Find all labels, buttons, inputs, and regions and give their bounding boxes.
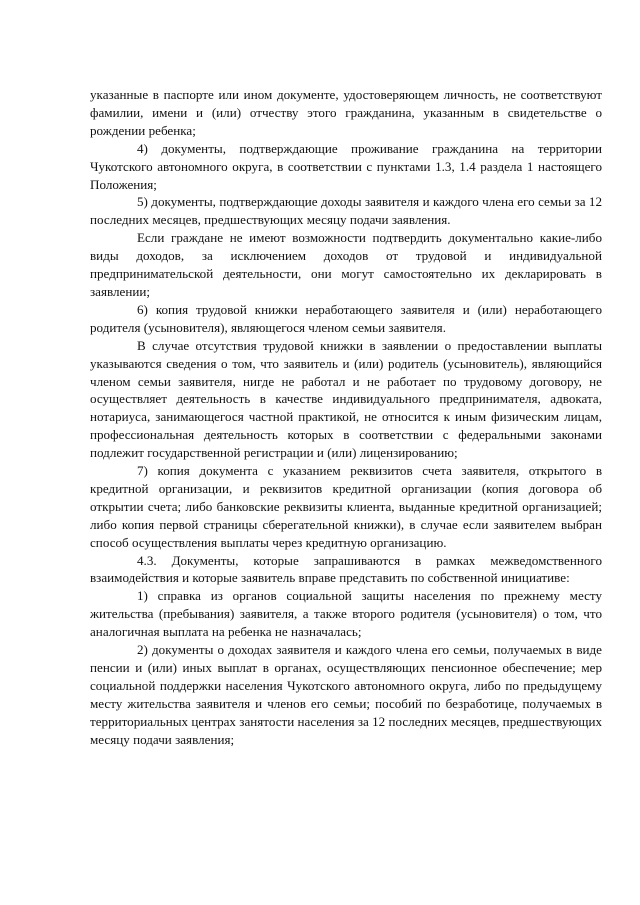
- paragraph-income-declaration: Если граждане не имеют возможности подтвердить документально какие-либо виды доходов, за исключением доходов от трудовой и индивидуальной предпринимательской деятельности, они могут самостоятельно их декларировать в заявлении;: [90, 230, 602, 299]
- paragraph-4-3-item-1: 1) справка из органов социальной защиты населения по прежнему месту жительства (пребывания) заявителя, а также второго родителя (усыновителя) о том, что аналогичная выплата на ребенка не назначалась;: [90, 588, 602, 640]
- paragraph-section-4-3: 4.3. Документы, которые запрашиваются в рамках межведомственного взаимодействия и которые заявитель вправе представить по собственной инициативе:: [90, 552, 602, 586]
- paragraph-no-workbook: В случае отсутствия трудовой книжки в заявлении о предоставлении выплаты указываются сведения о том, что заявитель и (или) родитель (усыновитель), являющийся членом семьи заявителя, нигде не работал и не работает по трудовому договору, не осуществляет деятельность в качестве индивидуального предпринимателя, адвоката, нотариуса, занимающегося частной практикой, не относится к иным физическим лицам, профессиональная деятельность которых в соответствии с федеральными законами подлежит государственной регистрации и (или) лицензированию;: [90, 337, 602, 461]
- paragraph-item-7: 7) копия документа с указанием реквизитов счета заявителя, открытого в кредитной организации, и реквизитов кредитной организации (копия договора об открытии счета; либо банковские реквизиты клиента, выданные кредитной организацией; либо копия первой страницы сберегательной книжки), в случае если заявителем выбран способ осуществления выплаты через кредитную организацию.: [90, 463, 602, 550]
- paragraph-item-5: 5) документы, подтверждающие доходы заявителя и каждого члена его семьи за 12 последних месяцев, предшествующих месяцу подачи заявления.: [90, 194, 602, 228]
- paragraph-passport-note: указанные в паспорте или ином документе, удостоверяющем личность, не соответствуют фамилии, имени и (или) отчеству этого гражданина, указанным в свидетельстве о рождении ребенка;: [90, 87, 602, 138]
- paragraph-4-3-item-2: 2) документы о доходах заявителя и каждого члена его семьи, получаемых в виде пенсии и (или) иных выплат в органах, осуществляющих пенсионное обеспечение; мер социальной поддержки населения Чукотского автономного округа, либо по предыдущему месту жительства заявителя и членов его семьи; пособий по безработице, получаемых в территориальных центрах занятости населения за 12 последних месяцев, предшествующих месяцу подачи заявления;: [90, 642, 602, 747]
- document-page: [90, 86, 602, 749]
- paragraph-item-4: 4) документы, подтверждающие проживание гражданина на территории Чукотского автономного округа, в соответствии с пунктами 1.3, 1.4 раздела 1 настоящего Положения;: [90, 140, 602, 192]
- paragraph-item-6: 6) копия трудовой книжки неработающего заявителя и (или) неработающего родителя (усыновителя), являющегося членом семьи заявителя.: [90, 301, 602, 335]
